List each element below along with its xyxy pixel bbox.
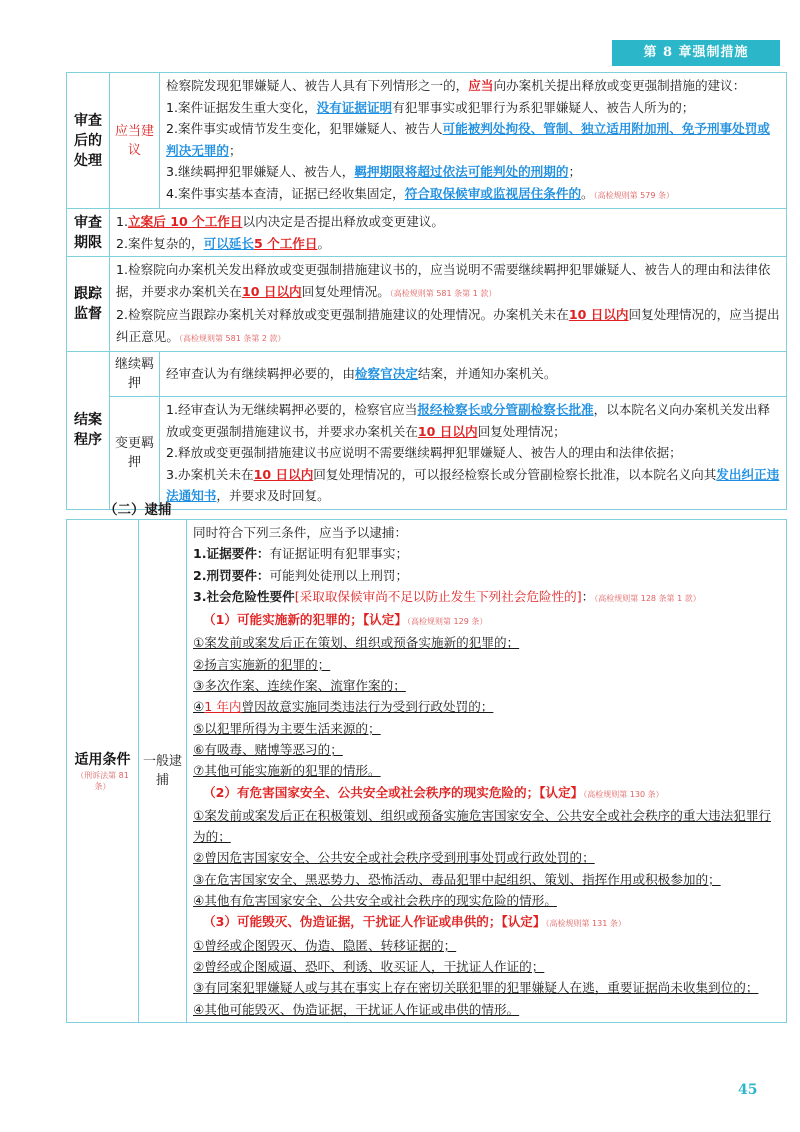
label-text: 适用条件 (74, 751, 131, 768)
text-blue: 符合取保候审或监视居住条件的 (404, 185, 582, 201)
row-sublabel: 继续羁押 (110, 352, 160, 397)
list-item: ④其他有危害国家安全、公共安全或社会秩序的现实危险的情形。 (193, 893, 557, 909)
text: 1.经审查认为无继续羁押必要的，检察官应当 (166, 402, 418, 417)
list-group (193, 632, 780, 696)
text: ④ (193, 699, 205, 715)
text-red: 应当 (468, 78, 494, 93)
text: 2.释放或变更强制措施建议书应说明不需要继续羁押犯罪嫌疑人、被告人的理由和法律依据； (166, 445, 682, 460)
arrest-table (66, 519, 787, 1023)
text: 回复处理情况的，可以报经检察长或分管副检察长批准，以本院名义向其 (313, 466, 717, 482)
row-content (160, 397, 787, 510)
row-content (160, 73, 787, 209)
text-red: 5 个工作日 (253, 235, 318, 251)
list-item: ⑥有吸毒、赌博等恶习的； (193, 741, 343, 757)
list-item: ③多次作案、连续作案、流窜作案的； (193, 678, 406, 694)
list-group (193, 935, 780, 1020)
text-blue: 羁押期限将超过依法可能判处的刑期的 (354, 164, 569, 179)
law-reference: （高检规则第 581 条第 1 款） (389, 288, 497, 298)
row-content (160, 352, 787, 397)
text-blue: 可能被判处拘役、管制、独立适用附加刑、免予刑事处罚或判决无罪的 (166, 121, 770, 158)
text-blue: 没有证据证明 (316, 99, 393, 115)
text: ： (581, 588, 595, 604)
text: 。 (581, 185, 594, 201)
text: 1. (116, 214, 129, 229)
row-label (67, 520, 139, 1023)
table-row (67, 257, 787, 352)
text-bold: 3.社会危险性要件 (193, 588, 295, 604)
law-reference: （刑诉法第 81 条） (76, 770, 129, 791)
text: 结案，并通知办案机关。 (417, 366, 557, 382)
text-red: 10 日以内 (241, 283, 302, 299)
text-red: [采取取保候审尚不足以防止发生下列社会危险性的] (294, 588, 582, 604)
section-heading: （二）逮捕 (104, 502, 172, 518)
text-bold: 1.证据要件： (193, 546, 270, 562)
text: 向办案机关提出释放或变更强制措施的建议： (493, 78, 746, 93)
list-item: ④其他可能毁灭、伪造证据，干扰证人作证或串供的情形。 (193, 1001, 520, 1017)
list-item: ⑦其他可能实施新的犯罪的情形。 (193, 763, 381, 779)
text-red: 10 日以内 (568, 307, 629, 322)
text: 2.案件事实或情节发生变化，犯罪嫌疑人、被告人 (166, 121, 443, 136)
text: 4.案件事实基本查清，证据已经收集固定， (166, 185, 405, 201)
list-item: ③在危害国家安全、黑恶势力、恐怖活动、毒品犯罪中起组织、策划、指挥作用或积极参加的； (193, 871, 721, 887)
row-sublabel: 一般逮捕 (139, 520, 187, 1023)
text: ； (228, 142, 242, 158)
text-blue: 发出纠正违法通知书 (166, 466, 780, 503)
list-item: ①案发前或案发后正在策划、组织或预备实施新的犯罪的； (193, 635, 520, 651)
text: 检察院发现犯罪嫌疑人、被告人具有下列情形之一的， (166, 78, 469, 93)
text: 。 (317, 235, 331, 251)
text-red: 立案后 10 个工作日 (128, 214, 243, 229)
table-row (67, 209, 787, 257)
list-group (193, 805, 780, 911)
text-blue: 可以延长 (203, 235, 254, 251)
row-sublabel: 变更羁押 (110, 397, 160, 510)
text: 有证据证明有犯罪事实； (269, 546, 409, 562)
text: 可能判处徒刑以上刑罚； (269, 567, 409, 583)
row-label: 跟踪监督 (67, 257, 110, 352)
text: 有犯罪事实或犯罪行为系犯罪嫌疑人、被告人所为的； (392, 99, 695, 115)
row-label: 审查期限 (67, 209, 110, 257)
list-group (193, 718, 780, 782)
row-label: 审查后的处理 (67, 73, 110, 209)
table-row (67, 397, 787, 510)
text: 曾因故意实施同类违法行为受到行政处罚的； (241, 699, 494, 715)
list-item: ⑤以犯罪所得为主要生活来源的； (193, 720, 381, 736)
row-label: 结案程序 (67, 352, 110, 510)
chapter-title: 强制措施 (692, 45, 749, 60)
text-blue: 检察官决定 (354, 366, 418, 382)
text-red: （1）可能实施新的犯罪的；【认定】 (203, 612, 407, 628)
text-red: 1 年内 (204, 699, 242, 715)
row-content (110, 257, 787, 352)
table-row (67, 73, 787, 209)
row-content (110, 209, 787, 257)
text: 回复处理情况。 (301, 283, 390, 299)
text: 3.办案机关未在 (166, 466, 254, 482)
text: 2.检察院应当跟踪办案机关对释放或变更强制措施建议的处理情况。办案机关未在 (116, 307, 569, 322)
text-red: 10 日以内 (417, 423, 478, 439)
list-item: ①曾经或企图毁灭、伪造、隐匿、转移证据的； (193, 937, 457, 953)
text: ，并要求及时回复。 (216, 488, 330, 503)
text: 3.继续羁押犯罪嫌疑人、被告人， (166, 164, 355, 179)
law-reference: （高检规则第 130 条） (583, 789, 664, 799)
list-item: ②曾因危害国家安全、公共安全或社会秩序受到刑事处罚或行政处罚的； (193, 850, 595, 866)
law-reference: （高检规则第 131 条） (545, 919, 626, 929)
row-sublabel: 应当建议 (110, 73, 160, 209)
text: 回复处理情况的，应当提出纠正意见。 (116, 307, 780, 344)
text: 以内决定是否提出释放或变更建议。 (242, 214, 444, 229)
list-item: ②扬言实施新的犯罪的； (193, 656, 331, 672)
text: 1.检察院向办案机关发出释放或变更强制措施建议书的，应当说明不需要继续羁押犯罪嫌疑人、被告人的理由和法律依据，并要求办案机关在 (116, 262, 771, 299)
chapter-header (612, 40, 780, 66)
text: 2.案件复杂的， (116, 235, 204, 251)
text: ； (568, 164, 582, 179)
text: 经审查认为有继续羁押必要的，由 (166, 366, 355, 382)
text: ，以本院名义向办案机关发出释放或变更强制措施建议书，并要求办案机关在 (166, 402, 770, 439)
law-reference: （高检规则第 579 条） (593, 190, 674, 200)
text-bold: 2.刑罚要件： (193, 567, 270, 583)
text-red: （3）可能毁灭、伪造证据，干扰证人作证或串供的；【认定】 (203, 914, 546, 930)
table-row (67, 520, 787, 1023)
chapter-number: 第 8 章 (643, 45, 693, 60)
list-item: ②曾经或企图威逼、恐吓、利诱、收买证人，干扰证人作证的； (193, 958, 545, 974)
list-item: ①案发前或案发后正在积极策划、组织或预备实施危害国家安全、公共安全或社会秩序的重大违法犯罪行为的； (193, 807, 772, 845)
law-reference: （高检规则第 128 条第 1 款） (594, 593, 701, 603)
text: 同时符合下列三条件，应当予以逮捕： (193, 525, 408, 540)
table-row (67, 352, 787, 397)
text: 回复处理情况； (477, 423, 566, 439)
list-item: ③有同案犯罪嫌疑人或与其在事实上存在密切关联犯罪的犯罪嫌疑人在逃，重要证据尚未收集到位的； (193, 980, 759, 996)
row-content (187, 520, 787, 1023)
law-reference: （高检规则第 581 条第 2 款） (178, 333, 286, 343)
text-red: （2）有危害国家安全、公共安全或社会秩序的现实危险的；【认定】 (203, 784, 584, 800)
page-number: 45 (738, 1082, 758, 1098)
text-red: 10 日以内 (253, 466, 314, 482)
text: 1.案件证据发生重大变化， (166, 99, 317, 115)
review-table (66, 72, 787, 510)
law-reference: （高检规则第 129 条） (406, 617, 488, 627)
text-blue: 报经检察长或分管副检察长批准 (417, 402, 594, 417)
